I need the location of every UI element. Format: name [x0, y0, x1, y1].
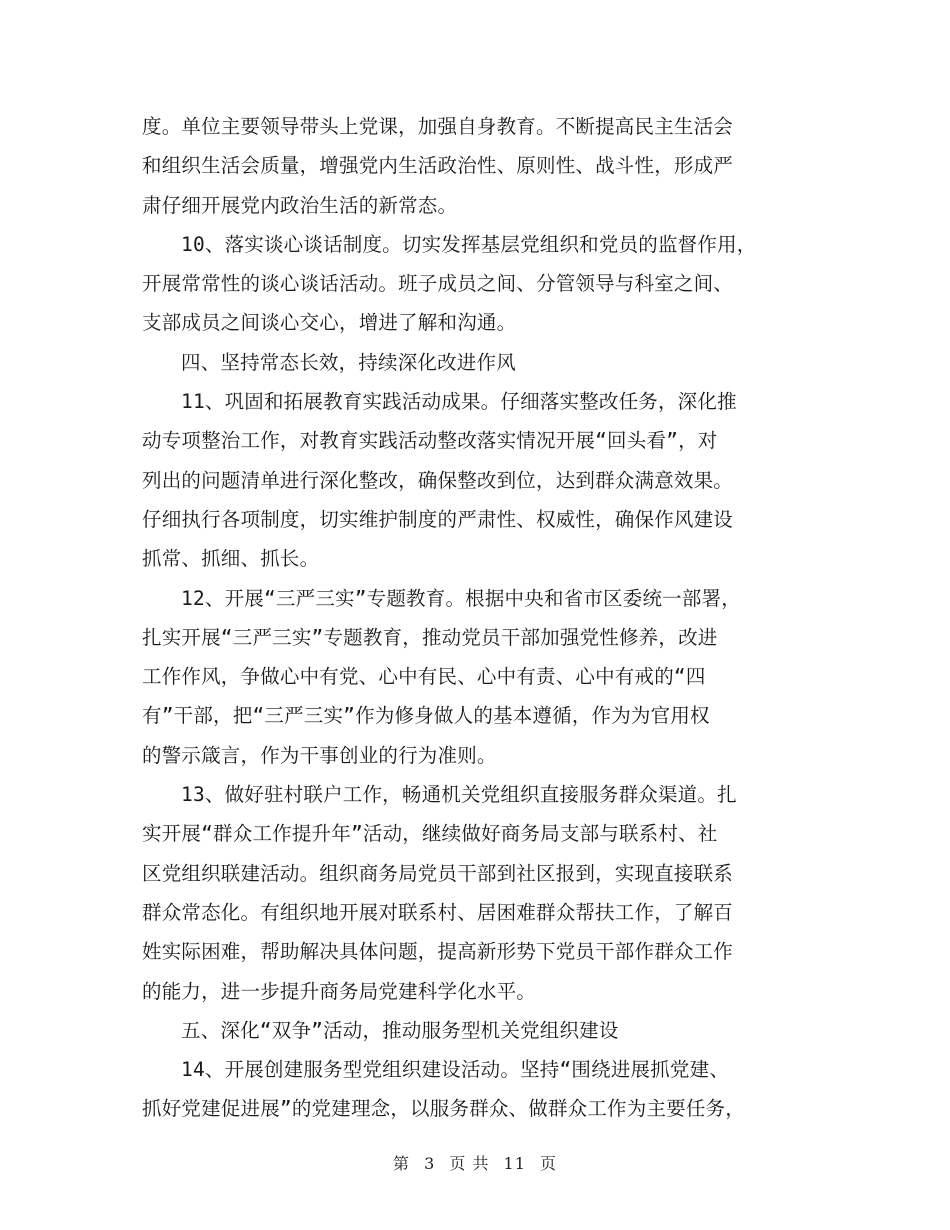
- text-line: 四、坚持常态长效，持续深化改进作风: [181, 350, 516, 374]
- text-line: 仔细执行各项制度，切实维护制度的严肃性、权威性，确保作风建设: [142, 507, 734, 531]
- text-line: 扎实开展“三严三实”专题教育，推动党员干部加强党性修养，改进: [142, 625, 718, 649]
- page-footer: [0, 1151, 950, 1174]
- text-line: 动专项整治工作，对教育实践活动整改落实情况开展“回头看”，对: [142, 429, 718, 453]
- text-line: 开展常常性的谈心谈话活动。班子成员之间、分管领导与科室之间、: [142, 272, 734, 296]
- text-line: 11、巩固和拓展教育实践活动成果。仔细落实整改任务，深化推: [181, 390, 737, 414]
- text-line: 抓好党建促进展”的党建理念，以服务群众、做群众工作为主要任务，: [142, 1097, 745, 1121]
- document-body: [142, 107, 812, 1129]
- text-line: 的警示箴言，作为干事创业的行为准则。: [142, 743, 497, 767]
- text-line: 实开展“群众工作提升年”活动，继续做好商务局支部与联系村、社: [142, 822, 718, 846]
- text-line: 区党组织联建活动。组织商务局党员干部到社区报到，实现直接联系: [142, 861, 734, 885]
- text-line: 13、做好驻村联户工作，畅通机关党组织直接服务群众渠道。扎: [181, 783, 737, 807]
- text-line: 姓实际困难，帮助解决具体问题，提高新形势下党员干部作群众工作: [142, 940, 734, 964]
- text-line: 列出的问题清单进行深化整改，确保整改到位，达到群众满意效果。: [142, 468, 734, 492]
- total-pages-number: 11: [503, 1154, 526, 1173]
- text-line: 度。单位主要领导带头上党课，加强自身教育。不断提高民主生活会: [142, 115, 734, 138]
- text-line: 12、开展“三严三实”专题教育。根据中央和省市区委统一部署，: [181, 586, 741, 610]
- text-line: 工作作风，争做心中有党、心中有民、心中有责、心中有戒的“四: [142, 665, 706, 689]
- current-page-number: 3: [424, 1154, 436, 1173]
- footer-middle: 页 共: [449, 1154, 490, 1173]
- footer-suffix: 页: [540, 1154, 558, 1173]
- text-line: 群众常态化。有组织地开展对联系村、居困难群众帮扶工作，了解百: [142, 900, 734, 924]
- text-line: 和组织生活会质量，增强党内生活政治性、原则性、战斗性，形成严: [142, 154, 734, 178]
- text-line: 五、深化“双争”活动，推动服务型机关党组织建设: [181, 1018, 619, 1042]
- text-line: 有”干部，把“三严三实”作为修身做人的基本遵循，作为为官用权: [142, 704, 710, 728]
- text-line: 支部成员之间谈心交心，增进了解和沟通。: [142, 311, 517, 335]
- text-line: 抓常、抓细、抓长。: [142, 547, 320, 571]
- text-line: 14、开展创建服务型党组织建设活动。坚持“围绕进展抓党建、: [181, 1058, 730, 1082]
- text-line: 的能力，进一步提升商务局党建科学化水平。: [142, 979, 537, 1003]
- footer-prefix: 第: [392, 1154, 410, 1173]
- text-line: 肃仔细开展党内政治生活的新常态。: [142, 193, 458, 217]
- text-line: 10、落实谈心谈话制度。切实发挥基层党组织和党员的监督作用，: [181, 232, 757, 256]
